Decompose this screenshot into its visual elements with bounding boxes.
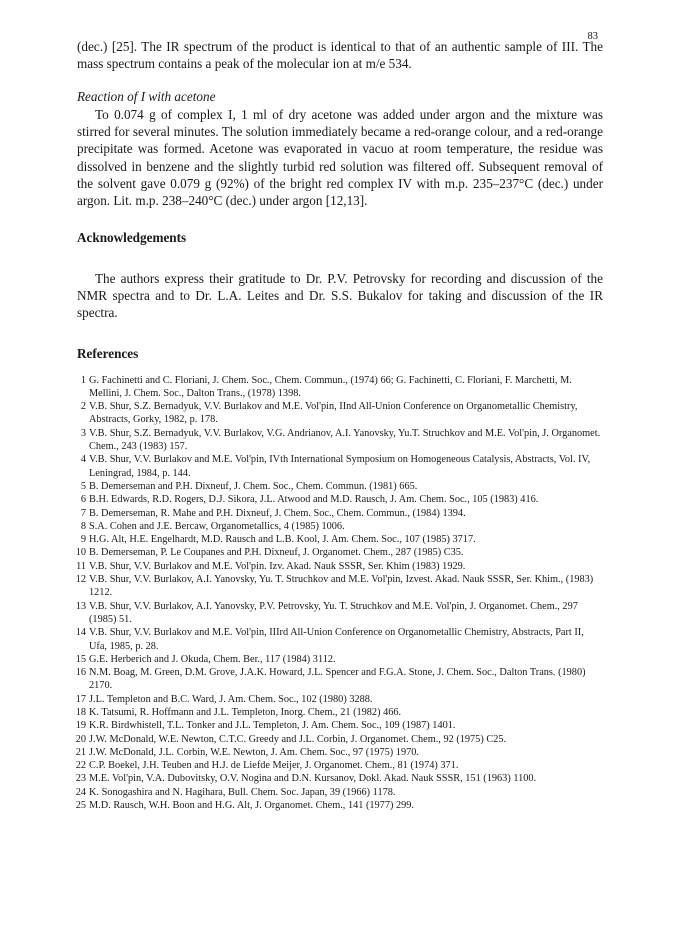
reference-item (77, 520, 603, 533)
reference-item (77, 786, 603, 799)
reference-text: C.P. Boekel, J.H. Teuben and H.J. de Liefde Meijer, J. Organomet. Chem., 81 (1974) 371. (89, 760, 459, 772)
reference-number: 2 (80, 401, 86, 413)
reference-text: N.M. Boag, M. Green, D.M. Grove, J.A.K. Howard, J.L. Spencer and F.G.A. Stone, J. Chem. Soc., Dalton Trans. (1980) 2170. (89, 667, 586, 692)
reference-text: B. Demerseman and P.H. Dixneuf, J. Chem. Soc., Chem. Commun. (1981) 665. (89, 480, 418, 492)
reference-number: 22 (75, 760, 86, 772)
reference-item (77, 546, 603, 559)
reference-item (77, 600, 603, 627)
reference-item (77, 759, 603, 772)
reference-text: V.B. Shur, S.Z. Bernadyuk, V.V. Burlakov and M.E. Vol'pin, IInd All-Union Conference on Organometallic Chemistry, Abstracts, Gorky, 1982, p. 178. (89, 401, 578, 426)
reference-item (77, 666, 603, 693)
reference-item (77, 772, 603, 785)
reference-text: B. Demerseman, P. Le Coupanes and P.H. Dixneuf, J. Organomet. Chem., 287 (1985) C35. (89, 547, 464, 559)
reference-text: M.D. Rausch, W.H. Boon and H.G. Alt, J. Organomet. Chem., 141 (1977) 299. (89, 800, 415, 812)
reference-number: 11 (76, 560, 86, 572)
reference-text: J.W. McDonald, J.L. Corbin, W.E. Newton, J. Am. Chem. Soc., 97 (1975) 1970. (89, 746, 419, 758)
reference-text: B.H. Edwards, R.D. Rogers, D.J. Sikora, J.L. Atwood and M.D. Rausch, J. Am. Chem. Soc., 105 (1983) 416. (89, 494, 539, 506)
reference-item (77, 799, 603, 812)
reference-text: V.B. Shur, V.V. Burlakov and M.E. Vol'pin, IIIrd All-Union Conference on Organometallic Chemistry, Abstracts, Part II, Ufa, 1985, p. 28. (89, 627, 584, 652)
reference-text: J.L. Templeton and B.C. Ward, J. Am. Chem. Soc., 102 (1980) 3288. (89, 693, 373, 705)
reference-text: B. Demerseman, R. Mahe and P.H. Dixneuf, J. Chem. Soc., Chem. Commun., (1984) 1394. (89, 507, 466, 519)
reference-number: 6 (80, 494, 86, 506)
reference-item (77, 733, 603, 746)
reference-item (77, 400, 603, 427)
reference-number: 23 (75, 773, 86, 785)
reference-text: S.A. Cohen and J.E. Bercaw, Organometallics, 4 (1985) 1006. (89, 520, 345, 532)
reference-number: 13 (75, 600, 86, 612)
references-list (77, 374, 603, 813)
reference-number: 16 (75, 667, 86, 679)
reference-number: 17 (75, 693, 86, 705)
reference-item (77, 573, 603, 600)
reference-item (77, 493, 603, 506)
reference-number: 1 (80, 374, 86, 386)
reference-number: 5 (80, 480, 86, 492)
reference-text: G.E. Herberich and J. Okuda, Chem. Ber., 117 (1984) 3112. (89, 653, 336, 665)
reference-item (77, 480, 603, 493)
reference-number: 3 (80, 427, 86, 439)
reference-number: 18 (75, 706, 86, 718)
acknowledgements-heading: Acknowledgements (77, 229, 187, 245)
reference-item (77, 533, 603, 546)
reference-text: K.R. Birdwhistell, T.L. Tonker and J.L. Templeton, J. Am. Chem. Soc., 109 (1987) 1401. (89, 720, 456, 732)
section-paragraph: To 0.074 g of complex I, 1 ml of dry acetone was added under argon and the mixture was stirred for several minutes. The solution immediately became a red-orange colour, and a red-orange precipitate was formed. Acetone was evaporated in vacuo at room temperature, the residue was dissolved in benzene and the slightly turbid red solution was filtered off. Subsequent removal of the solvent gave 0.079 g (92%) of the bright red complex IV with m.p. 235–237°C (dec.) under argon. Lit. m.p. 238–240°C (dec.) under argon [12,13]. (77, 106, 603, 209)
reference-item (77, 653, 603, 666)
acknowledgements-paragraph: The authors express their gratitude to Dr. P.V. Petrovsky for recording and discussion of the NMR spectra and to Dr. L.A. Leites and Dr. S.S. Bukalov for taking and discussion of the IR spectra. (77, 270, 603, 321)
reference-item (77, 453, 603, 480)
reference-text: V.B. Shur, V.V. Burlakov and M.E. Vol'pin. Izv. Akad. Nauk SSSR, Ser. Khim (1983) 1929. (89, 560, 466, 572)
section-heading: Reaction of I with acetone (77, 88, 216, 104)
reference-number: 20 (75, 733, 86, 745)
reference-item (77, 427, 603, 454)
references-heading: References (77, 345, 139, 361)
reference-number: 25 (75, 800, 86, 812)
reference-item (77, 374, 603, 401)
reference-item (77, 706, 603, 719)
reference-text: M.E. Vol'pin, V.A. Dubovitsky, O.V. Nogina and D.N. Kursanov, Dokl. Akad. Nauk SSSR, 151 (1963) 1100. (89, 773, 537, 785)
reference-text: V.B. Shur, V.V. Burlakov, A.I. Yanovsky, Yu. T. Struchkov and M.E. Vol'pin, Izvest. Akad. Nauk SSSR, Ser. Khim., (1983) 1212. (89, 574, 594, 599)
reference-number: 9 (80, 534, 86, 546)
reference-number: 15 (75, 653, 86, 665)
reference-number: 8 (80, 520, 86, 532)
reference-text: V.B. Shur, V.V. Burlakov and M.E. Vol'pin, IVth International Symposium on Homogeneous Catalysis, Abstracts, Vol. IV, Leningrad, 1984, p. 144. (89, 454, 591, 479)
reference-item (77, 560, 603, 573)
reference-number: 4 (80, 454, 86, 466)
reference-number: 7 (80, 507, 86, 519)
page-content (77, 38, 603, 812)
reference-item (77, 626, 603, 653)
reference-item (77, 693, 603, 706)
reference-text: V.B. Shur, V.V. Burlakov, A.I. Yanovsky, P.V. Petrovsky, Yu. T. Struchkov and M.E. Vol'pin, J. Organomet. Chem., 297 (1985) 51. (89, 600, 578, 625)
reference-item (77, 507, 603, 520)
reference-number: 19 (75, 720, 86, 732)
page-number: 83 (587, 31, 598, 42)
reference-text: J.W. McDonald, W.E. Newton, C.T.C. Greedy and J.L. Corbin, J. Organomet. Chem., 92 (1975) C25. (89, 733, 507, 745)
intro-paragraph: (dec.) [25]. The IR spectrum of the product is identical to that of an authentic sample of III. The mass spectrum contains a peak of the molecular ion at m/e 534. (77, 39, 603, 72)
reference-number: 24 (75, 786, 86, 798)
reference-number: 14 (75, 627, 86, 639)
reference-text: G. Fachinetti and C. Floriani, J. Chem. Soc., Chem. Commun., (1974) 66; G. Fachinetti, C. Floriani, F. Marchetti, M. Mellini, J. Chem. Soc., Dalton Trans., (1978) 1398. (89, 374, 572, 399)
reference-number: 12 (75, 574, 86, 586)
reference-number: 10 (75, 547, 86, 559)
reference-number: 21 (75, 746, 86, 758)
reference-text: K. Tatsumi, R. Hoffmann and J.L. Templeton, Inorg. Chem., 21 (1982) 466. (89, 706, 402, 718)
reference-item (77, 719, 603, 732)
reference-item (77, 746, 603, 759)
reference-text: K. Sonogashira and N. Hagihara, Bull. Chem. Soc. Japan, 39 (1966) 1178. (89, 786, 396, 798)
reference-text: V.B. Shur, S.Z. Bernadyuk, V.V. Burlakov, V.G. Andrianov, A.I. Yanovsky, Yu.T. Struchkov and M.E. Vol'pin, J. Organomet. Chem., 243 (1983) 157. (89, 427, 601, 453)
reference-text: H.G. Alt, H.E. Engelhardt, M.D. Rausch and L.B. Kool, J. Am. Chem. Soc., 107 (1985) 3717. (89, 534, 476, 546)
